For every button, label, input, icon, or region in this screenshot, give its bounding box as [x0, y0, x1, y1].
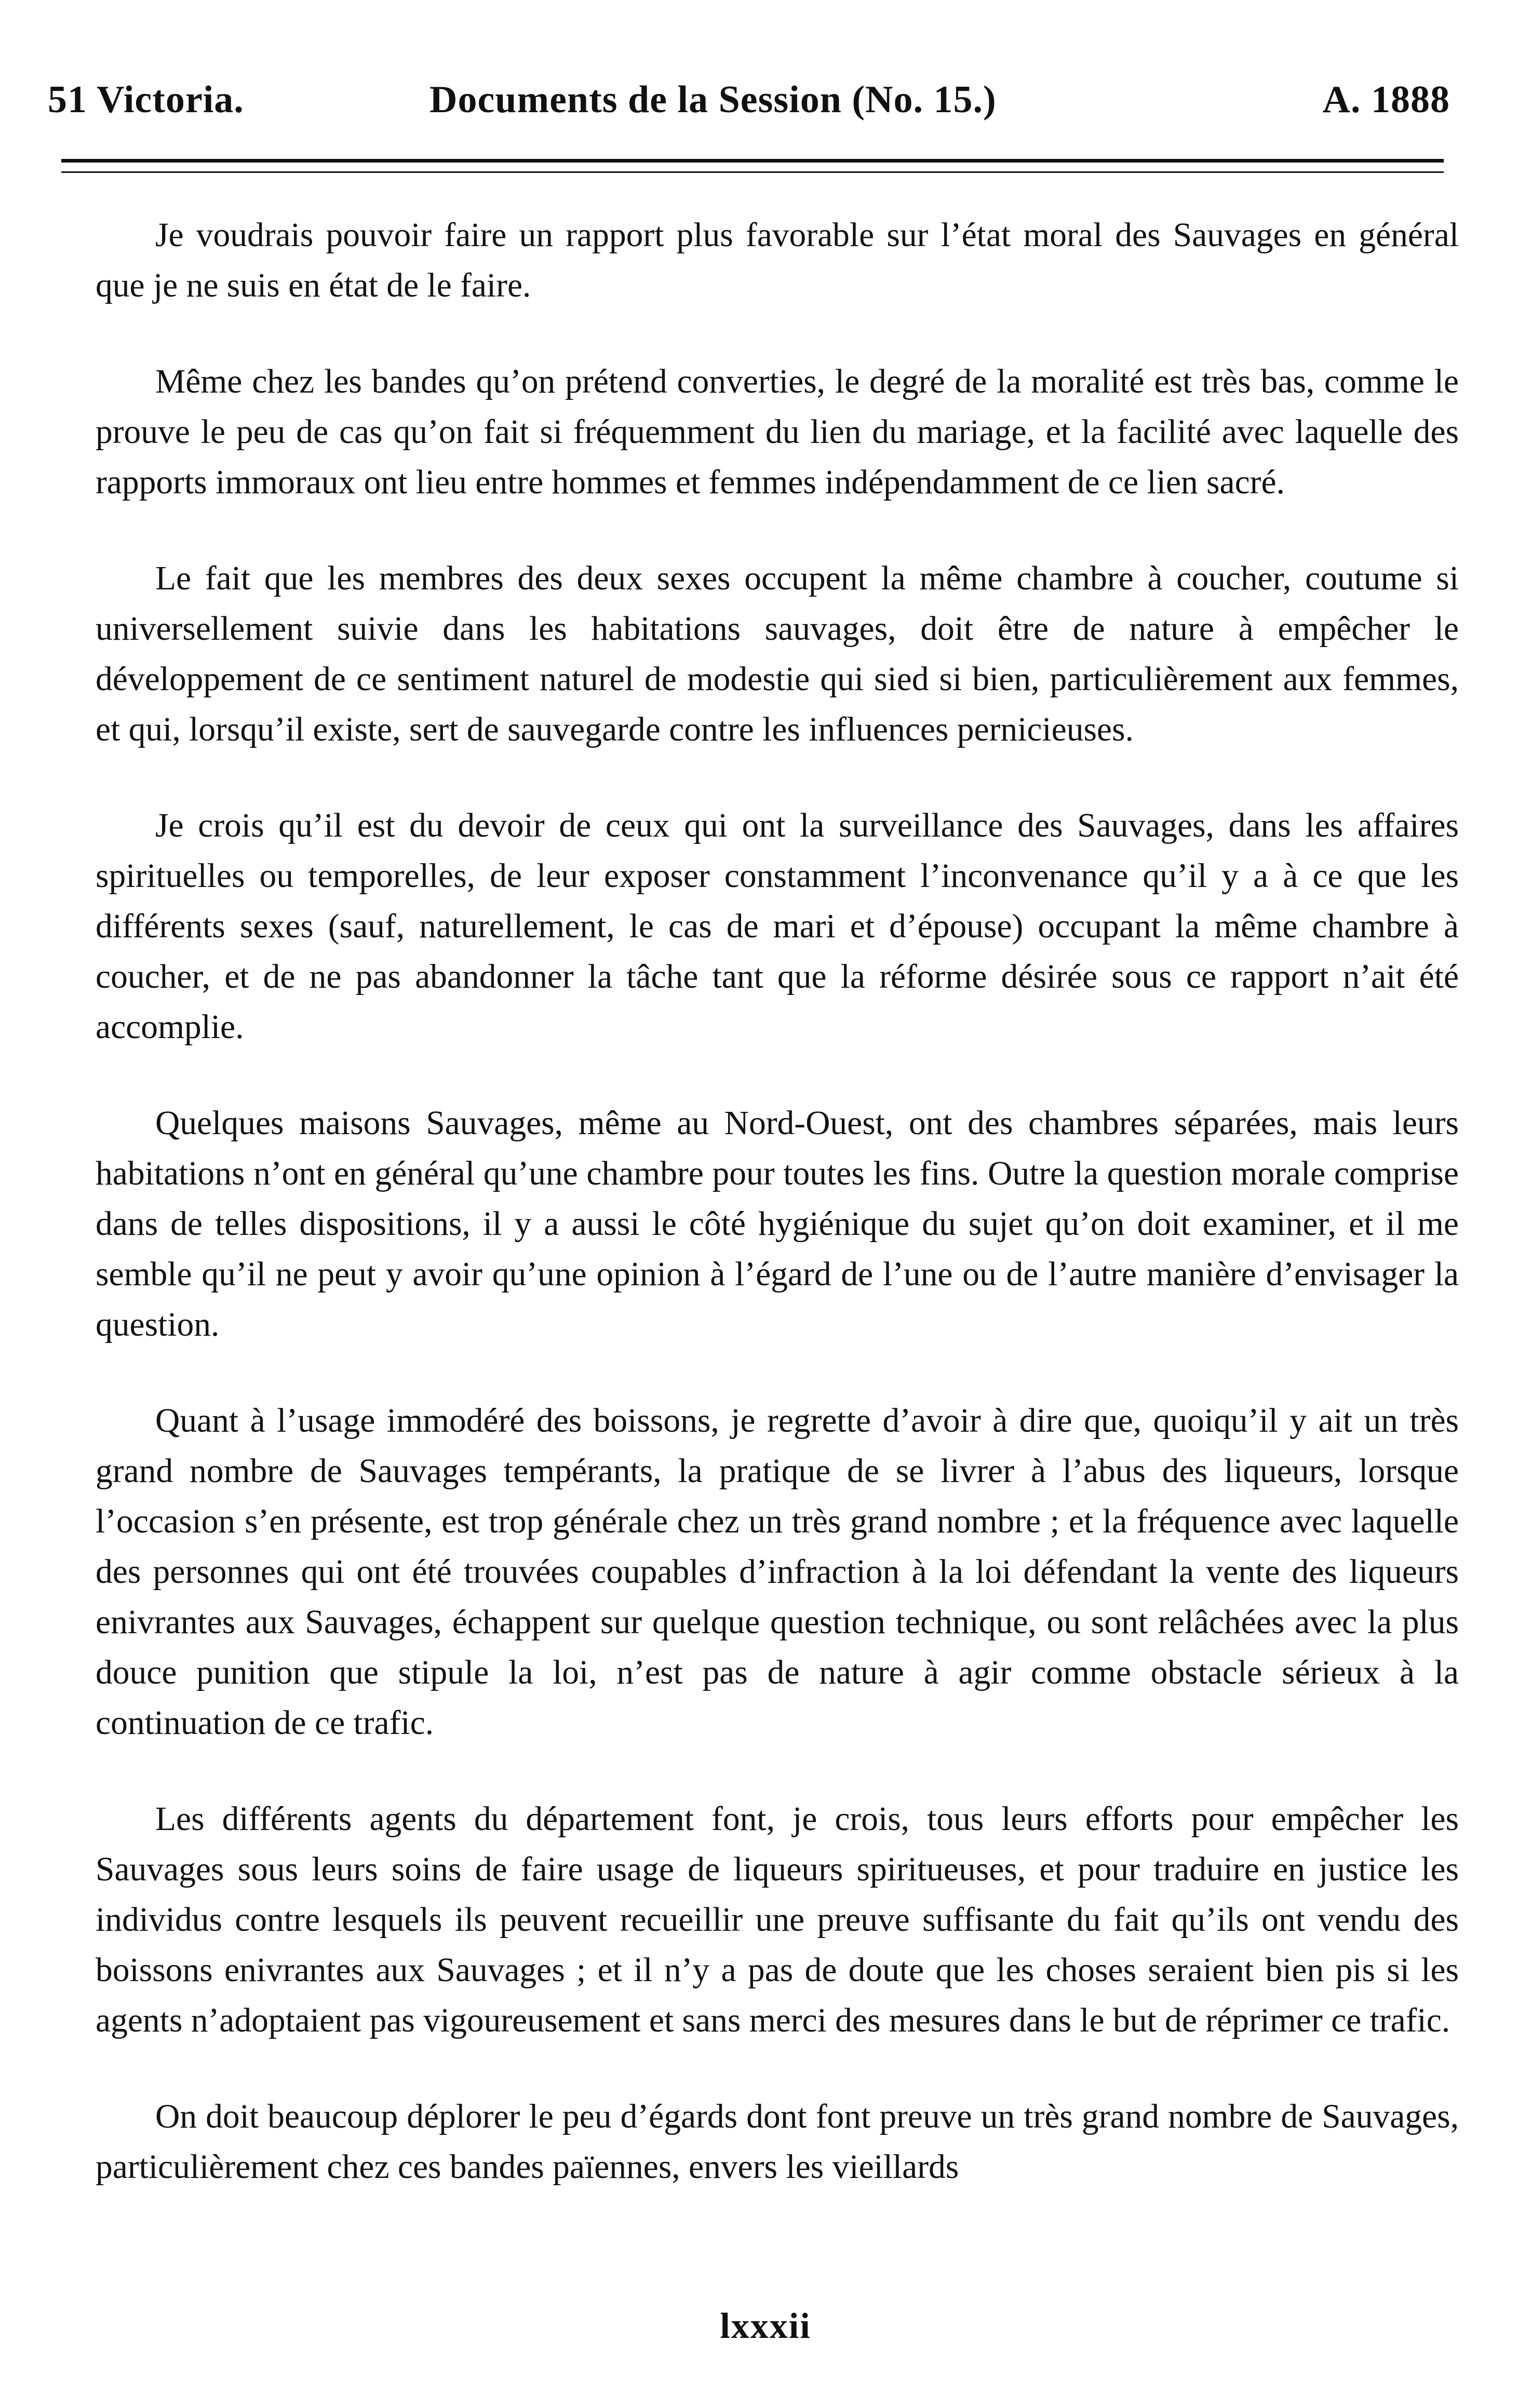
- body-text: [96, 210, 1459, 2238]
- paragraph-shared-room: Le fait que les membres des deux sexes occupent la même chambre à coucher, coutume si universellement suivie dans les habitations sauvages, doit être de nature à empêcher le développement de ce sentiment naturel de modestie qui sied si bien, particulièrement aux femmes, et qui, lorsqu’il existe, sert de sauvegarde contre les influences pernicieuses.: [96, 560, 1459, 748]
- paragraph-converted-bands: Même chez les bandes qu’on prétend converties, le degré de la moralité est très bas, comme le prouve le peu de cas qu’on fait si fréquemment du lien du mariage, et la facilité avec laquelle des rapports immoraux ont lieu entre hommes et femmes indépendamment de ce lien sacré.: [96, 363, 1459, 501]
- paragraph-agents-efforts: Les différents agents du département font, je crois, tous leurs efforts pour empêcher les Sauvages sous leurs soins de faire usage de liqueurs spiritueuses, et pour traduire en justice les individus contre lesquels ils peuvent recueillir une preuve suffisante du fait qu’ils ont vendu des boissons enivrantes aux Sauvages ; et il n’y a pas de doute que les choses seraient bien pis si les agents n’adoptaient pas vigoureusement et sans merci des mesures dans le but de réprimer ce trafic.: [96, 1800, 1459, 2039]
- header-year: A. 1888: [1322, 78, 1450, 121]
- paragraph-houses-northwest: Quelques maisons Sauvages, même au Nord-Ouest, ont des chambres séparées, mais leurs habitations n’ont en général qu’une chambre pour toutes les fins. Outre la question morale comprise dans de telles dispositions, il y a aussi le côté hygiénique du sujet qu’on doit examiner, et il me semble qu’il ne peut y avoir qu’une opinion à l’égard de l’une ou de l’autre manière d’envisager la question.: [96, 1105, 1459, 1343]
- header-rule-thick: [61, 159, 1444, 163]
- header-rule-thin: [61, 171, 1444, 173]
- paragraph-moral-state: Je voudrais pouvoir faire un rapport plus favorable sur l’état moral des Sauvages en général que je ne suis en état de le faire.: [96, 217, 1459, 304]
- paragraph-intemperance: Quant à l’usage immodéré des boissons, je regrette d’avoir à dire que, quoiqu’il y ait un très grand nombre de Sauvages tempérants, la pratique de se livrer à l’abus des liqueurs, lorsque l’occasion s’en présente, est trop générale chez un très grand nombre ; et la fréquence avec laquelle des personnes qui ont été trouvées coupables d’infraction à la loi défendant la vente des liqueurs enivrantes aux Sauvages, échappent sur quelque question technique, ou sont relâchées avec la plus douce punition que stipule la loi, n’est pas de nature à agir comme obstacle sérieux à la continuation de ce trafic.: [96, 1402, 1459, 1742]
- running-header: [48, 78, 1450, 135]
- paragraph-duty-of-supervisors: Je crois qu’il est du devoir de ceux qui ont la surveillance des Sauvages, dans les affaires spirituelles ou temporelles, de leur exposer constamment l’inconvenance qu’il y a à ce que les différents sexes (sauf, naturellement, le cas de mari et d’épouse) occupant la même chambre à coucher, et de ne pas abandonner la tâche tant que la réforme désirée sous ce rapport n’ait été accomplie.: [96, 807, 1459, 1046]
- page-number: lxxxii: [720, 2306, 811, 2346]
- header-title: Documents de la Session (No. 15.): [429, 78, 997, 121]
- header-volume: 51 Victoria.: [48, 78, 244, 121]
- paragraph-elders: On doit beaucoup déplorer le peu d’égards dont font preuve un très grand nombre de Sauvages, particulièrement chez ces bandes païennes, envers les vieillards: [96, 2098, 1459, 2186]
